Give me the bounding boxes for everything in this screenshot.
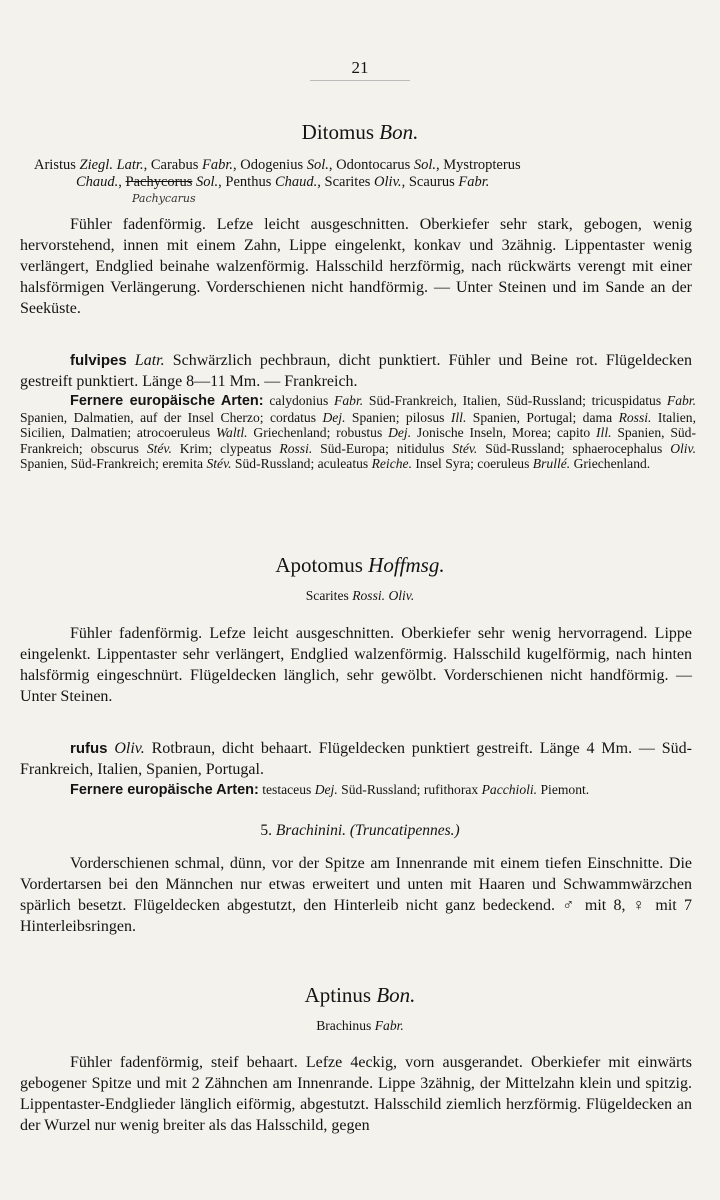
species-list-text: Italien, Sicilien, Dalmatien; atrocoeruleus	[20, 409, 696, 440]
handwritten-correction: Pachycarus	[132, 192, 196, 205]
apotomus-species: rufus Oliv. Rotbraun, dicht behaart. Flügeldecken punktiert gestreift. Länge 4 Mm. — Süd-Frankreich, Italien, Spanien, Portugal.	[20, 740, 693, 778]
species-list-text: Spanien, Portugal; dama	[466, 409, 619, 425]
ditomus-further-species	[20, 393, 696, 472]
species-list-text: Süd-Europa; nitidulus	[312, 440, 453, 456]
tribe-heading: 5. Brachinini. (Truncatipennes.)	[260, 822, 460, 839]
species-list-text: Piemont.	[537, 782, 590, 797]
species-list-text: Spanien, Dalmatien, auf der Insel Cherzo; cordatus	[20, 409, 323, 425]
species-list-text: Jonische Inseln, Morea; capito	[411, 425, 597, 440]
species-text: Schwärzlich pechbraun, dicht punktiert. Fühler und Beine rot. Flügeldecken gestreift punktiert. Länge 8—11 Mm. — Frankreich.	[20, 352, 693, 390]
species-author-ref: Dej.	[322, 409, 346, 425]
apotomus-synonyms: Scarites Rossi. Oliv.	[305, 588, 415, 603]
species-author-ref: Rossi.	[279, 440, 313, 456]
synonyms-line-1: Aristus Ziegl. Latr., Carabus Fabr., Odogenius Sol., Odontocarus Sol., Mystropterus	[34, 157, 521, 173]
species-list-text: Spanien, Süd-Frankreich; eremita	[20, 456, 207, 471]
species-author-ref: Pacchioli.	[481, 782, 538, 797]
species-author-ref: Fabr.	[666, 393, 696, 408]
species-list-text: Süd-Russland; sphaerocephalus	[477, 440, 671, 456]
aptinus-description: Fühler fadenförmig, steif behaart. Lefze 4eckig, vorn ausgerandet. Oberkiefer mit einwärts gebogener Spitze und mit 2 Zähnchen am Innenrande. Lippe 3zähnig, der Mittelzahn klein und spitzig. Lippentaster-Endglieder länglich eiförmig, abgestutzt. Halsschild ziemlich herzförmig. Flügeldecken an der Wurzel nur wenig breiter als das Halsschild, gegen	[20, 1054, 692, 1134]
species-list-text: Griechenland; robustus	[247, 425, 389, 440]
struck-synonym: Pachycorus	[125, 174, 193, 190]
apotomus-description: Fühler fadenförmig. Lefze leicht ausgeschnitten. Oberkiefer sehr wenig hervorragend. Lippe eingelenkt. Lippentaster sehr verlängert, Endglied walzenförmig. Halsschild kugelförmig, nach hinten halsförmig eingeschnürt. Flügeldecken länglich, sehr gewölbt. Vorderschienen nicht handförmig. — Unter Steinen.	[20, 625, 692, 705]
further-species-label: Fernere europäische Arten:	[70, 393, 264, 409]
page-number-rule	[310, 80, 410, 81]
species-list-text: testaceus	[258, 782, 315, 797]
species-author-ref: Ill.	[450, 409, 467, 425]
species-author-ref: Stév.	[146, 440, 172, 456]
species-author-ref: Dej.	[314, 782, 338, 797]
genus-author: Bon.	[379, 120, 419, 144]
tribe-description: Vorderschienen schmal, dünn, vor der Spitze am Innenrande mit einem tiefen Einschnitte. Die Vordertarsen bei den Männchen nur etwas erweitert und unten mit Haaren und Schwammwärzchen spärlich besetzt. Flügeldecken abgestutzt, den Hinterleib nicht ganz bedeckend. ♂ mit 8, ♀ mit 7 Hinterleibsringen.	[20, 855, 692, 935]
genus-heading-apotomus: Apotomus Hoffmsg.	[275, 553, 445, 577]
species-list-text: Insel Syra; coeruleus	[411, 456, 533, 471]
species-name: fulvipes	[70, 352, 127, 369]
synonyms-line-2: Chaud., Pachycorus Sol., Penthus Chaud., Scarites Oliv., Scaurus Fabr.	[76, 174, 490, 190]
genus-heading-ditomus	[0, 120, 720, 145]
species-list-text: Spanien; pilosus	[345, 409, 451, 425]
genus-heading-aptinus: Aptinus Bon.	[304, 983, 416, 1007]
species-author: Latr.	[134, 352, 165, 369]
species-author-ref: Oliv.	[670, 440, 696, 456]
species-list-text: Krim; clypeatus	[171, 440, 280, 456]
species-author-ref: Brullé.	[532, 456, 571, 471]
species-author-ref: Ill.	[596, 425, 612, 440]
species-author-ref: Stév.	[452, 440, 478, 456]
species-author-ref: Waltl.	[215, 425, 248, 440]
ditomus-description: Fühler fadenförmig. Lefze leicht ausgeschnitten. Oberkiefer sehr stark, gebogen, wenig hervorstehend, innen mit einem Zahn, Lippe eingelenkt, konkav und 3zähnig. Lippentaster wenig verlängert, Endglied beinahe walzenförmig. Halsschild herzförmig, nach rückwärts verengt mit einer halsförmigen Verlängerung. Vorderschienen nicht handförmig. — Unter Steinen und im Sande an der Seeküste.	[20, 216, 692, 317]
species-list-text: Süd-Russland; rufithorax	[337, 782, 482, 797]
species-author-ref: Rossi.	[618, 409, 652, 425]
apotomus-further-species: Fernere europäische Arten: testaceus Dej. Süd-Russland; rufithorax Pacchioli. Piemont.	[70, 782, 590, 798]
species-list-text: Spanien, Süd-Frankreich; obscurus	[20, 425, 696, 456]
aptinus-synonyms: Brachinus Fabr.	[316, 1018, 404, 1033]
ditomus-species	[20, 350, 692, 392]
species-author-ref: Stév.	[206, 456, 232, 471]
genus-name: Ditomus	[301, 120, 374, 144]
page-number: 21	[351, 58, 369, 77]
species-list-text: Süd-Russland; aculeatus	[231, 456, 372, 471]
species-author-ref: Fabr.	[334, 393, 364, 408]
species-author-ref: Dej.	[388, 425, 412, 440]
species-list-text: Süd-Frankreich, Italien, Süd-Russland; tricuspidatus	[363, 393, 667, 408]
species-list-text: Griechenland.	[570, 456, 651, 471]
species-list-text: calydonius	[263, 393, 335, 408]
species-author-ref: Reiche.	[371, 456, 412, 471]
